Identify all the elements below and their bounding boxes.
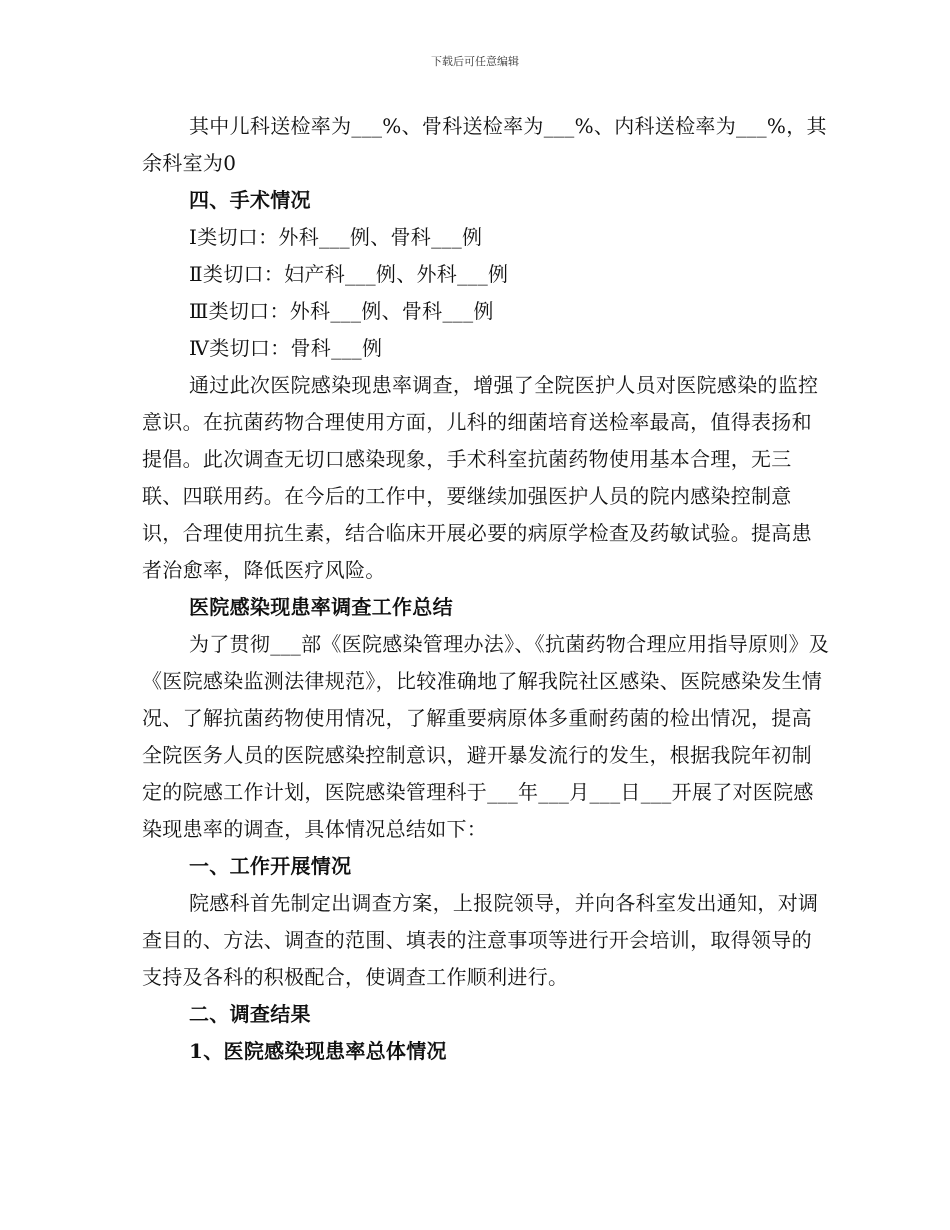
paragraph-send-rate: 其中儿科送检率为___%、骨科送检率为___%、内科送检率为___%，其余科室为0: [142, 114, 827, 175]
paragraph-work-progress: 院感科首先制定出调查方案，上报院领导，并向各科室发出通知，对调查目的、方法、调查的范围、填表的注意事项等进行开会培训，取得领导的支持及各科的积极配合，使调查工作顺利进行。: [142, 891, 819, 989]
page-header: 下载后可任意编辑: [431, 55, 519, 68]
incision-class-1: Ⅰ类切口：外科___例、骨科___例: [189, 225, 483, 249]
heading-overall-prevalence: 1、医院感染现患率总体情况: [189, 1039, 447, 1063]
incision-class-4: Ⅳ类切口：骨科___例: [189, 336, 383, 360]
incision-class-2: Ⅱ类切口：妇产科___例、外科___例: [189, 262, 509, 286]
incision-class-3: Ⅲ类切口：外科___例、骨科___例: [189, 299, 494, 323]
heading-surgery: 四、手术情况: [189, 188, 311, 212]
heading-work-progress: 一、工作开展情况: [189, 854, 352, 878]
paragraph-introduction: 为了贯彻___部《医院感染管理办法》、《抗菌药物合理应用指导原则》及《医院感染监测法律规范》，比较准确地了解我院社区感染、医院感染发生情况、了解抗菌药物使用情况，了解重要病原体多重耐药菌的检出情况，提高全院医务人员的医院感染控制意识，避开暴发流行的发生，根据我院年初制定的院感工作计划，医院感染管理科于___年___月___日___开展了对医院感染现患率的调查，具体情况总结如下：: [142, 632, 830, 841]
document-body: [142, 108, 832, 1070]
paragraph-conclusion: 通过此次医院感染现患率调查，增强了全院医护人员对医院感染的监控意识。在抗菌药物合理使用方面，儿科的细菌培育送检率最高，值得表扬和提倡。此次调查无切口感染现象，手术科室抗菌药物使用基本合理，无三联、四联用药。在今后的工作中，要继续加强医护人员的院内感染控制意识，合理使用抗生素，结合临床开展必要的病原学检查及药敏试验。提高患者治愈率，降低医疗风险。: [142, 373, 819, 582]
heading-survey-results: 二、调查结果: [189, 1002, 311, 1026]
document-title: 医院感染现患率调查工作总结: [189, 595, 453, 619]
